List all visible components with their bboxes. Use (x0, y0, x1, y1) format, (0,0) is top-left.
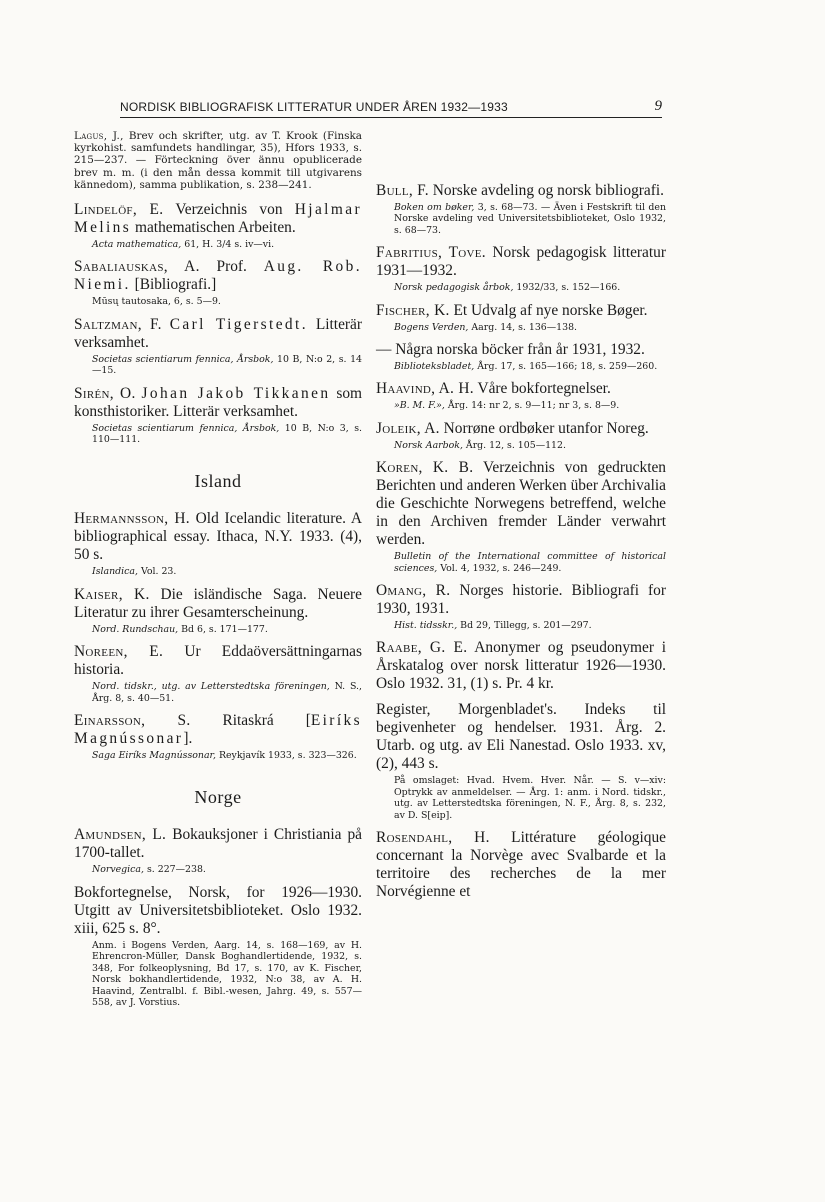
entry-title: Norske avdeling og norsk bibliografi. (428, 182, 665, 199)
entry-title-rest: som konsthistoriker. Litterär verksamhet. (74, 384, 362, 420)
source-detail: Reykjavík 1933, s. 323—326. (215, 750, 357, 762)
source-detail: Årg. 12, s. 105—112. (462, 439, 566, 451)
source-detail: Vol. 4, 1932, s. 246—249. (437, 562, 562, 574)
entry-author: Rosendahl, H. (376, 829, 490, 847)
entry-lindelof (74, 201, 362, 250)
entry-register (376, 701, 666, 821)
entry-title-rest: ]. (183, 730, 193, 748)
section-heading-island: Island (194, 471, 242, 492)
entry-author: Kaiser, K. (74, 585, 150, 603)
left-column (74, 130, 362, 1016)
entry-title: Norges historie. Bibliografi for 1930, 1931. (376, 582, 666, 618)
entry-title-rest: mathematischen Arbeiten. (131, 219, 296, 237)
entry-title: Norrøne ordbøker utanfor Noreg. (439, 419, 649, 437)
entry-einarsson (74, 712, 362, 761)
page-number: 9 (654, 98, 662, 114)
entry-title: Verzeichnis von (163, 201, 295, 219)
entry-title: Norsk pedagogisk litteratur 1931—1932. (376, 244, 666, 280)
entry-author: Bull, F. (376, 182, 429, 199)
entry-author: Joleik, A. (376, 419, 440, 437)
entry-source (92, 566, 362, 577)
entry-author: Sirén, O. (74, 384, 136, 402)
entry-title: Bokfortegnelse, Norsk, for 1926—1930. Utgitt av Universitetsbiblioteket. Oslo 1932. xiii, 625 s. 8°. (74, 883, 362, 937)
entry-annotation: Anm. i Bogens Verden, Aarg. 14, s. 168—169, av H. Ehrencron-Müller, Dansk Boghandlertidende, 1932, s. 348, For folkeoplysning, Bd 17, s. 170, av K. Fischer, Norsk bokhandlertidende, 1932, N:o 38, av A. H. Haavind, Zentralbl. f. Bibl.-wesen, Jahrg. 49, s. 557—558, av J. Vorstius. (92, 939, 362, 1008)
entry-title (162, 316, 170, 333)
source-title: Norsk Aarbok, (394, 439, 463, 451)
source-detail: 10 B, N:o 2, s. 14—15. (92, 353, 362, 377)
entry-source (92, 354, 362, 377)
source-title: Biblioteksbladet, (394, 361, 475, 373)
entry-title: Ur Eddaöversättningarnas historia. (74, 643, 362, 679)
source-detail: 10 B, N:o 3, s. 110—111. (92, 422, 362, 446)
source-title: Bulletin of the International committee of historical sciences, (394, 551, 666, 574)
entry-title: Old Icelandic literature. A bibliographical essay. Ithaca, N.Y. 1933. (4), 50 s. (74, 510, 362, 564)
source-detail: s. 227—238. (144, 864, 206, 876)
entry-title: Våre bokfortegnelser. (473, 380, 611, 398)
source-title: Boken om bøker, (394, 202, 475, 213)
running-title: NORDISK BIBLIOGRAFISK LITTERATUR UNDER ÅREN 1932—1933 (120, 100, 508, 114)
entry-haavind (376, 380, 666, 411)
entry-bull (376, 182, 666, 236)
entry-person: Aug. Rob. Niemi. (74, 258, 362, 294)
source-title: Nord. tidskr., utg. av Letterstedtska föreningen, (92, 681, 330, 693)
entry-person: Carl Tigerstedt. (169, 315, 308, 333)
entry-source (92, 624, 362, 635)
entry-title: Prof. (199, 258, 264, 276)
running-header (120, 100, 662, 118)
entry-lagus (74, 130, 362, 191)
right-column (376, 182, 666, 909)
source-detail: 1932/33, s. 152—166. (513, 282, 621, 294)
entry-author: Sabaliauskas, A. (74, 258, 200, 276)
source-detail: Vol. 23. (137, 566, 177, 578)
entry-noreen (74, 643, 362, 704)
entry-source (92, 423, 362, 446)
source-title: Hist. tidsskr., (394, 620, 458, 632)
entry-title: Verzeichnis von gedruckten Berichten und anderen Werken über Archivalia die Geschichte Norwegens betreffend, welche in den Archiven fremder Länder verwahrt werden. (376, 459, 666, 549)
entry-title: Et Udvalg af nye norske Bøger. (449, 301, 648, 319)
entry-title: Bokauksjoner i Christiania på 1700-tallet. (74, 826, 362, 862)
entry-saltzman (74, 316, 362, 377)
entry-siren (74, 385, 362, 446)
entry-source (394, 620, 666, 631)
entry-author: Einarsson, S. (74, 712, 191, 730)
section-heading-norge: Norge (194, 787, 242, 808)
entry-source (394, 282, 666, 293)
entry-annotation: På omslaget: Hvad. Hvem. Hver. Når. — S. v—xiv: Optrykk av anmeldelser. — Årg. 1: anm. i Nord. tidskr., utg. av Letterstedtska föreningen, N. F., Årg. 8, s. 232, av D. S[eip]. (394, 775, 666, 821)
source-title: Acta mathematica, (92, 239, 182, 251)
entry-author: Amundsen, L. (74, 826, 167, 844)
entry-fabritius (376, 244, 666, 293)
source-detail: Årg. 17, s. 165—166; 18, s. 259—260. (474, 361, 658, 373)
entry-title: Register, Morgenbladet's. Indeks til begivenheter og hendelser. 1931. Årg. 2. Utarb. og utg. av Eli Nanestad. Oslo 1933. xv, (2), 443 s. (376, 701, 666, 773)
entry-joleik (376, 420, 666, 451)
source-title: Norsk pedagogisk årbok, (394, 282, 514, 294)
entry-author: Omang, R. (376, 582, 451, 600)
source-title: Nord. Rundschau, (92, 623, 179, 635)
entry-title: Littérature géologique concernant la Norvège avec Svalbarde et la territoire des recherches de la mer Norvégienne et (376, 829, 666, 901)
entry-kaiser (74, 586, 362, 635)
entry-sabaliauskas (74, 258, 362, 307)
entry-source (92, 750, 362, 761)
source-detail: Mūsų tautosaka, 6, s. 5—9. (92, 296, 221, 308)
entry-title: — Några norska böcker från år 1931, 1932. (376, 341, 645, 359)
entry-amundsen (74, 826, 362, 875)
source-detail: 61, H. 3/4 s. iv—vi. (181, 239, 275, 251)
entry-author: Haavind, A. H. (376, 380, 474, 398)
source-title: Societas scientiarum fennica, Årsbok, (92, 422, 280, 434)
entry-fischer-1 (376, 302, 666, 333)
entry-source (92, 681, 362, 704)
entry-source (92, 864, 362, 875)
entry-author: Fabritius, Tove. (376, 244, 486, 262)
entry-author: Hermannsson, H. (74, 510, 190, 528)
source-detail: N. S., Årg. 8, s. 40—51. (92, 681, 362, 704)
entry-author: Noreen, E. (74, 643, 164, 661)
entry-title: Ritaskrá [ (190, 712, 311, 730)
source-title: Bogens Verden, (394, 321, 469, 333)
entry-hermannsson (74, 510, 362, 577)
entry-title: Brev och skrifter, utg. av T. Krook (Finska kyrkohist. samfundets handlingar, 35), Hfors 1933, s. 215—237. — Förteckning över ännu opublicerade brev m. m. (i den mån dessa kommit till utgivarens kännedom), samma publikation, s. 238—241. (74, 130, 363, 191)
entry-koren (376, 459, 666, 574)
entry-author: Saltzman, F. (74, 315, 162, 333)
entry-person: Hjalmar Melins (74, 201, 362, 237)
source-detail: Årg. 14: nr 2, s. 9—11; nr 3, s. 8—9. (444, 400, 620, 412)
entry-title: Anonymer og pseudonymer i Årskatalog over norsk litteratur 1926—1930. Oslo 1932. 31, (1) s. Pr. 4 kr. (376, 639, 666, 693)
source-title: »B. M. F.», (394, 400, 445, 412)
source-title: Islandica, (92, 566, 138, 578)
entry-raabe (376, 639, 666, 693)
entry-source (394, 202, 666, 236)
entry-author: Lagus, J., (74, 130, 124, 142)
source-detail: Bd 6, s. 171—177. (178, 623, 268, 635)
entry-title-rest: Litterär verksamhet. (74, 315, 362, 351)
source-detail: 3, s. 68—73. — Även i Festskrift til den Norske avdeling ved Universitetsbiblioteket, Oslo 1932, s. 68—73. (394, 202, 666, 236)
entry-title-rest: [Bibliografi.] (130, 276, 217, 294)
entry-source (394, 322, 666, 333)
source-detail: Bd 29, Tillegg, s. 201—297. (457, 620, 592, 632)
entry-author: Koren, K. B. (376, 459, 474, 477)
entry-omang (376, 582, 666, 631)
entry-source (92, 239, 362, 250)
entry-author: Fischer, K. (376, 301, 450, 319)
entry-author: Lindelöf, E. (74, 201, 164, 219)
source-title: Norvegica, (92, 864, 144, 876)
entry-rosendahl (376, 829, 666, 901)
entry-fischer-2 (376, 341, 666, 372)
entry-source (394, 440, 666, 451)
entry-person: Eiríks Magnússonar (74, 712, 362, 748)
entry-source (394, 400, 666, 411)
entry-author: Raabe, G. E. (376, 639, 468, 657)
source-title: Societas scientiarum fennica, Årsbok, (92, 353, 274, 365)
source-title: Saga Eiríks Magnússonar, (92, 750, 216, 762)
entry-source (394, 361, 666, 372)
entry-title: Die isländische Saga. Neuere Literatur zu ihrer Gesamterscheinung. (74, 585, 362, 621)
entry-person: Johan Jakob Tikkanen (141, 384, 331, 402)
entry-bokfortegnelse (74, 884, 362, 1008)
entry-source (92, 296, 362, 307)
source-detail: Aarg. 14, s. 136—138. (468, 321, 578, 333)
entry-source (394, 551, 666, 574)
